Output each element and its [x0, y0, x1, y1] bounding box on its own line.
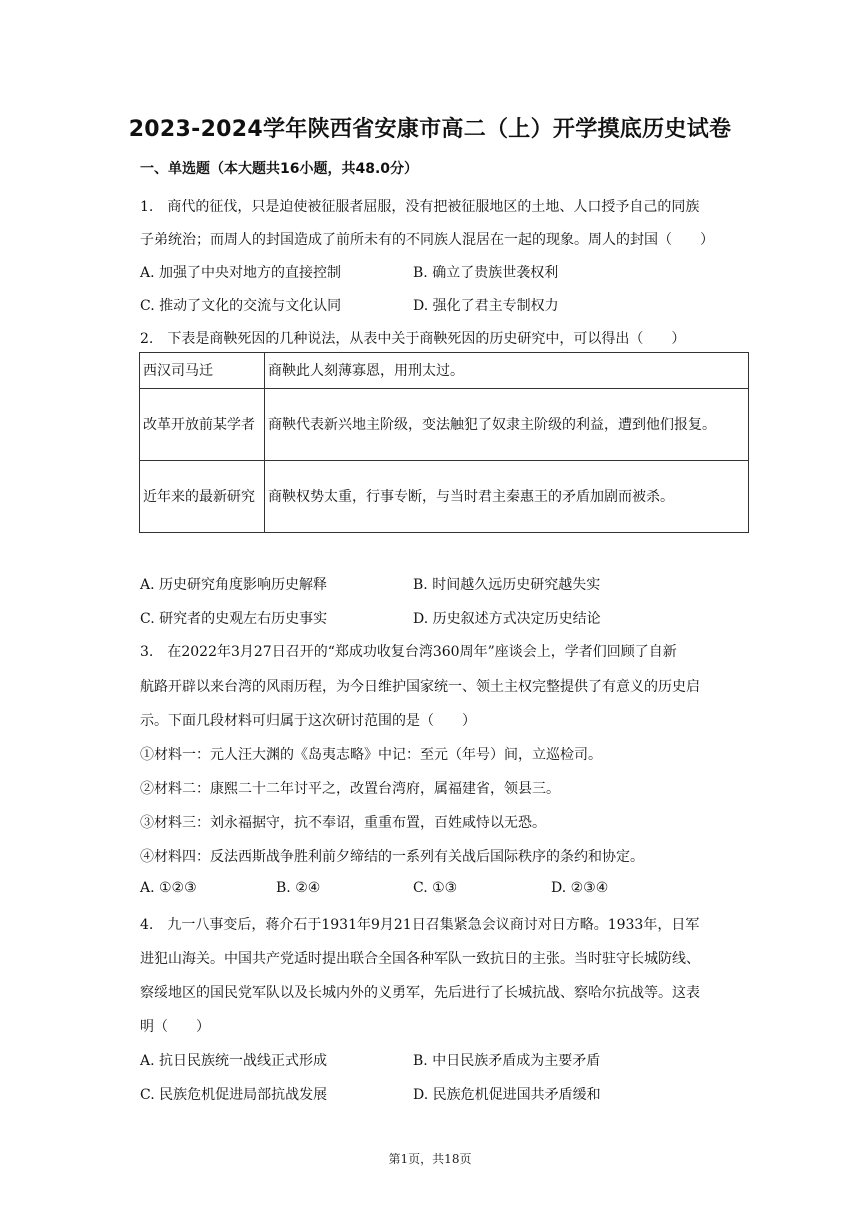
table-cell-claim: 商鞅权势太重，行事专断，与当时君主秦惠王的矛盾加剧而被杀。: [265, 461, 749, 533]
table-cell-source: 改革开放前某学者: [140, 389, 265, 461]
question-3-material-4: ④材料四：反法西斯战争胜利前夕缔结的一系列有关战后国际秩序的条约和协定。: [140, 849, 644, 865]
question-2-option-b: B. 时间越久远历史研究越失实: [413, 577, 601, 593]
question-4-line-1: 4. 九一八事变后，蒋介石于1931年9月21日召集紧急会议商讨对日方略。1933年，日军: [140, 917, 700, 933]
question-3-option-a: A. ①②③: [140, 880, 197, 896]
question-3-material-1: ①材料一：元人汪大渊的《岛夷志略》中记：至元（年号）间，立巡检司。: [140, 747, 602, 763]
question-3-material-2: ②材料二：康熙二十二年讨平之，改置台湾府，属福建省，领县三。: [140, 781, 560, 797]
question-1-option-c: C. 推动了文化的交流与文化认同: [140, 298, 342, 314]
question-4-option-b: B. 中日民族矛盾成为主要矛盾: [413, 1053, 601, 1069]
question-1-option-d: D. 强化了君主专制权力: [413, 298, 559, 314]
question-2-table: [139, 352, 749, 533]
question-3-option-d: D. ②③④: [551, 880, 609, 896]
question-1-line-1: 1. 商代的征伐，只是迫使被征服者屈服，没有把被征服地区的土地、人口授予自己的同族: [140, 199, 700, 215]
question-2-option-a: A. 历史研究角度影响历史解释: [140, 577, 328, 593]
question-2-line-1: 2. 下表是商鞅死因的几种说法，从表中关于商鞅死因的历史研究中，可以得出（ ）: [140, 331, 686, 347]
section-heading: 一、单选题（本大题共16小题，共48.0分）: [140, 161, 419, 177]
question-4-line-2: 进犯山海关。中国共产党适时提出联合全国各种军队一致抗日的主张。当时驻守长城防线、: [140, 951, 700, 967]
table-cell-source: 西汉司马迁: [140, 353, 265, 389]
table-row: [140, 389, 749, 461]
question-4-option-c: C. 民族危机促进局部抗战发展: [140, 1087, 328, 1103]
question-2-option-d: D. 历史叙述方式决定历史结论: [413, 611, 601, 627]
question-2-option-c: C. 研究者的史观左右历史事实: [140, 611, 328, 627]
question-3-material-3: ③材料三：刘永福据守，抗不奉诏，重重布置，百姓咸恃以无恐。: [140, 815, 546, 831]
question-3-line-1: 3. 在2022年3月27日召开的“郑成功收复台湾360周年”座谈会上，学者们回顾了自新: [140, 644, 677, 660]
table-row: [140, 461, 749, 533]
page-title: 2023-2024学年陕西省安康市高二（上）开学摸底历史试卷: [128, 117, 732, 142]
question-4-option-a: A. 抗日民族统一战线正式形成: [140, 1053, 328, 1069]
table-cell-source: 近年来的最新研究: [140, 461, 265, 533]
question-4-line-4: 明（ ）: [140, 1019, 210, 1035]
table-row: [140, 353, 749, 389]
table-cell-claim: 商鞅代表新兴地主阶级，变法触犯了奴隶主阶级的利益，遭到他们报复。: [265, 389, 749, 461]
question-4-option-d: D. 民族危机促进国共矛盾缓和: [413, 1087, 601, 1103]
question-1-option-b: B. 确立了贵族世袭权利: [413, 265, 559, 281]
question-1-option-a: A. 加强了中央对地方的直接控制: [140, 265, 342, 281]
question-3-option-b: B. ②④: [276, 880, 321, 896]
question-3-line-2: 航路开辟以来台湾的风雨历程，为今日维护国家统一、领土主权完整提供了有意义的历史启: [140, 679, 700, 695]
table-cell-claim: 商鞅此人刻薄寡恩，用刑太过。: [265, 353, 749, 389]
question-4-line-3: 察绥地区的国民党军队以及长城内外的义勇军，先后进行了长城抗战、察哈尔抗战等。这表: [140, 985, 700, 1001]
page-footer: 第1页，共18页: [388, 1152, 472, 1166]
question-1-line-2: 子弟统治；而周人的封国造成了前所未有的不同族人混居在一起的现象。周人的封国（ ）: [140, 232, 714, 248]
question-3-option-c: C. ①③: [413, 880, 458, 896]
question-3-line-3: 示。下面几段材料可归属于这次研讨范围的是（ ）: [140, 713, 476, 729]
